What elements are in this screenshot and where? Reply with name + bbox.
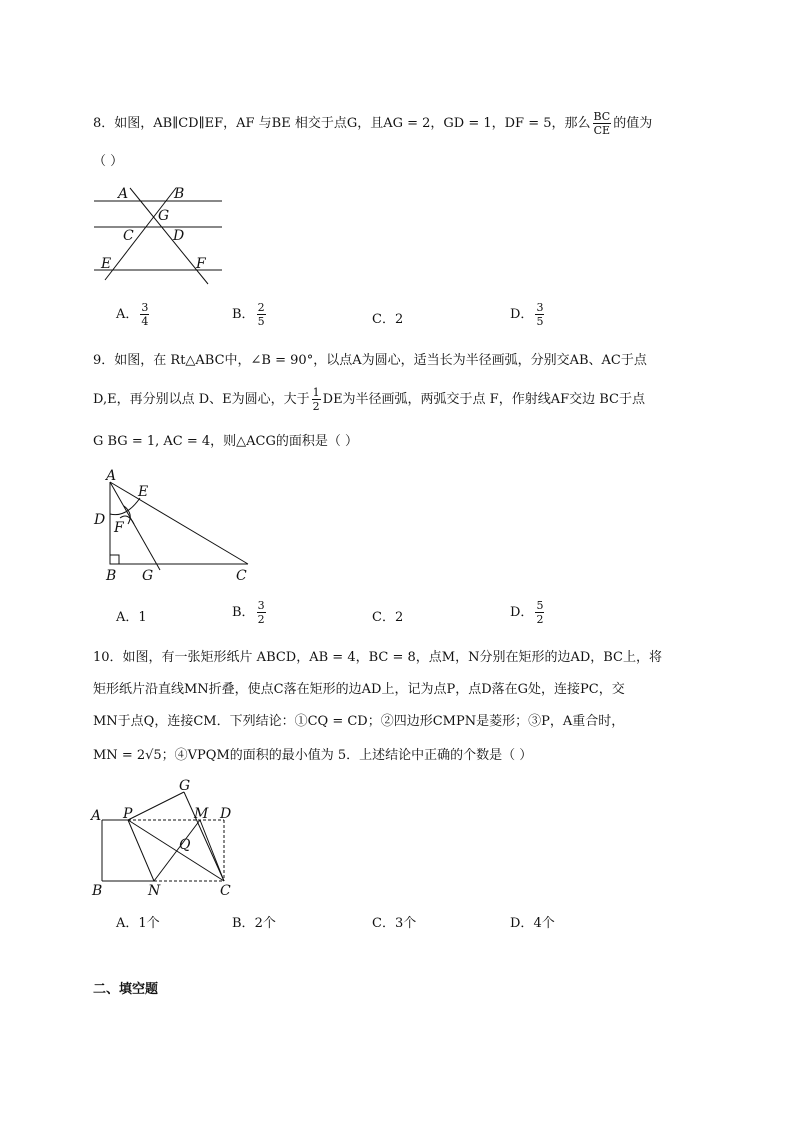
q9-side-ac	[110, 482, 248, 564]
q9-label-a: A	[106, 468, 117, 484]
q9-option-c[interactable]: C．2	[372, 610, 404, 625]
q10-label-a: A	[91, 808, 102, 824]
q8-frac-den: CE	[593, 124, 611, 137]
q8-stem-a: 8．如图，AB∥CD∥EF，AF 与BE 相交于点G，且AG = 2，GD = 1，DF = 5，那么	[93, 116, 591, 131]
q9-option-a[interactable]: A．1	[116, 610, 147, 625]
q10-line-pn	[128, 820, 154, 881]
q10-option-c[interactable]: C．3个	[372, 916, 417, 931]
q9-line-2	[93, 386, 645, 413]
q9-line-1: 9．如图，在 Rt△ABC中，∠B = 90°，以点A为圆心，适当长为半径画弧，分别交AB、AC于点	[93, 353, 647, 368]
q10-label-g: G	[179, 778, 191, 794]
q8-fraction	[593, 110, 612, 137]
q8-label-a: A	[118, 186, 129, 202]
q9-line-2b: DE为半径画弧，两弧交于点 F，作射线AF交边 BC于点	[322, 392, 645, 407]
q10-line-4: MN = 2√5；④VPQM的面积的最小值为 5．上述结论中正确的个数是（ ）	[93, 748, 533, 763]
q9-option-d[interactable]: D． $\frac{5}{2}$	[510, 599, 544, 626]
q8-stem-b: 的值为	[613, 116, 653, 131]
q8-label-g: G	[158, 208, 170, 224]
q8-figure	[90, 180, 230, 290]
q8-option-c[interactable]: C．2	[372, 312, 404, 327]
q8-line-be	[105, 188, 176, 280]
q8-label-d: D	[173, 228, 185, 244]
q10-label-m: M	[194, 806, 209, 822]
q10-line-3: MN于点Q，连接CM．下列结论：①CQ = CD；②四边形CMPN是菱形；③P，A重合时，	[93, 714, 625, 729]
q9-right-angle	[110, 555, 119, 564]
q10-label-n: N	[148, 883, 161, 898]
section-title: 二、填空题	[93, 982, 159, 997]
q9-label-c: C	[236, 568, 247, 584]
q10-fold-pg	[128, 792, 184, 820]
q10-option-b[interactable]: B．2个	[232, 916, 276, 931]
q9-label-f: F	[114, 520, 124, 536]
q8-label-e: E	[101, 256, 112, 272]
q10-line-2: 矩形纸片沿直线MN折叠，使点C落在矩形的边AD上，记为点P，点D落在G处，连接PC，交	[93, 682, 625, 697]
q10-line-1: 10．如图，有一张矩形纸片 ABCD，AB = 4，BC = 8，点M，N分别在矩形的边AD，BC上，将	[93, 650, 663, 665]
q8-option-b[interactable]: B． $\frac{2}{5}$	[232, 301, 265, 328]
q8-option-a[interactable]: A． $\frac{3}{4}$	[116, 301, 149, 328]
q9-fraction: $\frac{1}{2}$	[312, 386, 320, 413]
q8-option-d[interactable]: D． $\frac{3}{5}$	[510, 301, 544, 328]
q10-option-a[interactable]: A．1个	[116, 916, 160, 931]
q9-line-2a: D,E，再分别以点 D、E为圆心，大于	[93, 392, 310, 407]
q10-label-c: C	[220, 883, 231, 898]
q8-frac-num: BC	[593, 110, 611, 123]
q9-label-d: D	[94, 512, 106, 528]
q8-answer-paren: （ ）	[93, 154, 124, 169]
q10-label-p: P	[123, 806, 133, 822]
question-8-stem	[93, 110, 652, 137]
q10-label-b: B	[92, 883, 103, 898]
q8-label-b: B	[174, 186, 185, 202]
q10-label-d: D	[220, 806, 232, 822]
q9-label-g: G	[142, 568, 154, 584]
q9-line-3: G BG = 1, AC = 4，则△ACG的面积是（ ）	[93, 434, 359, 449]
q10-line-pc	[128, 820, 224, 881]
q9-label-e: E	[138, 484, 149, 500]
q10-line-mn	[154, 820, 200, 881]
q9-label-b: B	[106, 568, 117, 584]
q9-option-b[interactable]: B． $\frac{3}{2}$	[232, 599, 265, 626]
q10-option-d[interactable]: D．4个	[510, 916, 555, 931]
q10-figure	[88, 778, 248, 898]
q8-label-f: F	[196, 256, 206, 272]
q9-figure	[88, 462, 258, 587]
q10-line-mc	[200, 820, 224, 881]
q10-label-q: Q	[179, 837, 191, 853]
q8-label-c: C	[123, 228, 134, 244]
